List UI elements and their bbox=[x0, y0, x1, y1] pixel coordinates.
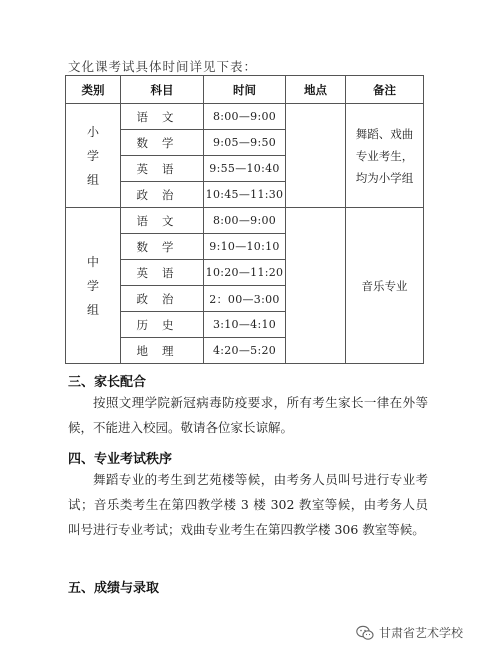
category-cell bbox=[66, 104, 121, 208]
time-cell: 8:00—9:00 bbox=[204, 208, 286, 234]
header-cell: 科目 bbox=[121, 76, 204, 104]
time-cell: 10:20—11:20 bbox=[204, 260, 286, 286]
category-char: 学 bbox=[86, 148, 99, 163]
time-cell: 8:00—9:00 bbox=[204, 104, 286, 130]
category-char: 组 bbox=[86, 172, 99, 187]
note-cell bbox=[346, 208, 424, 364]
header-cell: 备注 bbox=[346, 76, 424, 104]
subject-cell: 语文 bbox=[121, 104, 204, 130]
note-line: 音乐专业 bbox=[361, 278, 408, 293]
section-3-paragraph: 按照文理学院新冠病毒防疫要求，所有考生家长一律在外等候，不能进入校园。敬请各位家长谅解。 bbox=[68, 395, 428, 435]
intro-text: 文化课考试具体时间详见下表： bbox=[68, 59, 258, 74]
table-body bbox=[66, 104, 424, 364]
section-4-paragraph: 舞蹈专业的考生到艺苑楼等候，由考务人员叫号进行专业考试；音乐类考生在第四教学楼 3 楼 302 教室等候，由考务人员叫号进行专业考试；戏曲专业考生在第四教学楼 306 教室等候。 bbox=[68, 472, 428, 537]
table-row bbox=[66, 208, 424, 234]
category-char: 组 bbox=[86, 302, 99, 317]
note-line: 均为小学组 bbox=[355, 170, 414, 185]
wechat-icon bbox=[356, 625, 374, 641]
table-header-row bbox=[66, 76, 424, 104]
note-line: 舞蹈、戏曲 bbox=[355, 126, 414, 141]
time-cell: 3:10—4:10 bbox=[204, 312, 286, 338]
watermark-text: 甘肃省艺术学校 bbox=[378, 626, 463, 640]
time-cell: 9:10—10:10 bbox=[204, 234, 286, 260]
time-cell: 4:20—5:20 bbox=[204, 338, 286, 364]
subject-cell: 数学 bbox=[121, 130, 204, 156]
time-cell: 2：00—3:00 bbox=[204, 286, 286, 312]
header-cell: 时间 bbox=[204, 76, 286, 104]
subject-cell: 英语 bbox=[121, 260, 204, 286]
category-char: 小 bbox=[86, 124, 99, 139]
category-char: 学 bbox=[86, 278, 99, 293]
subject-cell: 语文 bbox=[121, 208, 204, 234]
header-cell: 地点 bbox=[286, 76, 346, 104]
location-cell bbox=[286, 104, 346, 208]
subject-cell: 数学 bbox=[121, 234, 204, 260]
section-5-heading: 五、成绩与录取 bbox=[68, 581, 160, 596]
section-4-heading: 四、专业考试秩序 bbox=[68, 452, 173, 467]
watermark bbox=[356, 624, 463, 641]
table-row bbox=[66, 104, 424, 130]
header-cell: 类别 bbox=[66, 76, 121, 104]
subject-cell: 英语 bbox=[121, 156, 204, 182]
exam-schedule-table bbox=[65, 75, 424, 364]
section-3-heading: 三、家长配合 bbox=[68, 375, 147, 390]
time-cell: 9:55—10:40 bbox=[204, 156, 286, 182]
subject-cell: 政治 bbox=[121, 182, 204, 208]
location-cell bbox=[286, 208, 346, 364]
category-cell bbox=[66, 208, 121, 364]
category-char: 中 bbox=[86, 254, 99, 269]
time-cell: 9:05—9:50 bbox=[204, 130, 286, 156]
subject-cell: 历史 bbox=[121, 312, 204, 338]
subject-cell: 政治 bbox=[121, 286, 204, 312]
note-line: 专业考生， bbox=[355, 148, 414, 163]
time-cell: 10:45—11:30 bbox=[204, 182, 286, 208]
subject-cell: 地理 bbox=[121, 338, 204, 364]
note-cell bbox=[346, 104, 424, 208]
